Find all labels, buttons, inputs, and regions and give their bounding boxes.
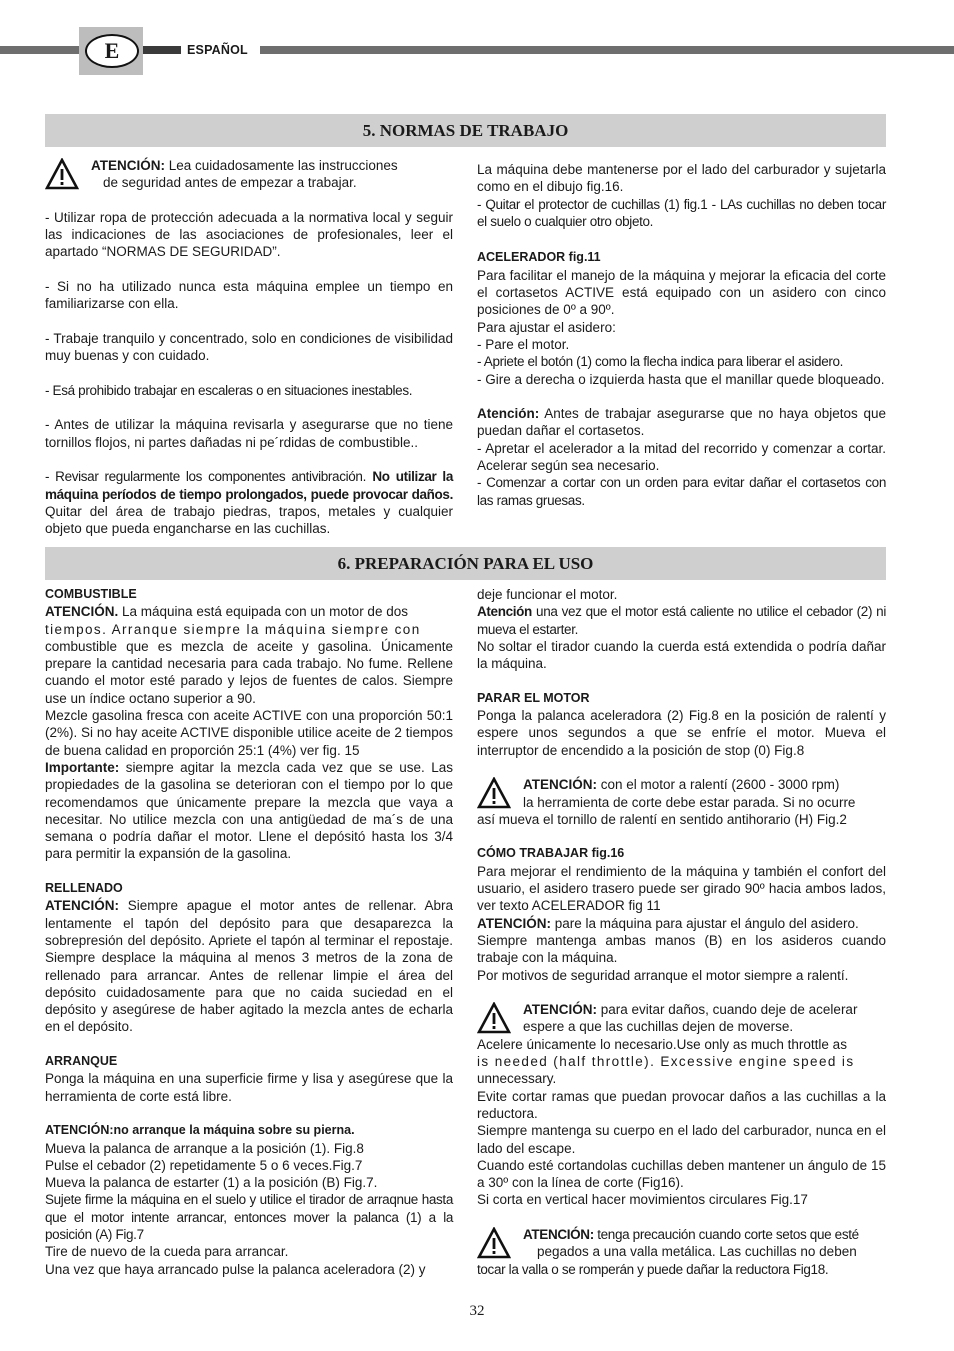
- paragraph: unnecessary.: [477, 1071, 557, 1087]
- subheading: ACELERADOR fig.11: [477, 250, 601, 265]
- language-badge-letter: E: [104, 38, 120, 63]
- paragraph: Tire de nuevo de la cueda para arrancar.: [45, 1244, 289, 1260]
- section-5-left-column: [45, 157, 453, 538]
- paragraph: Para mejorar el rendimiento de la máquina y también el confort del usuario, el asidero trasero puede ser girado 90º hacia ambos lados, ver texto ACELERADOR fig 11: [477, 863, 886, 914]
- header-rule-right: [260, 46, 954, 54]
- paragraph: Si corta en vertical hacer movimientos circulares Fig.17: [477, 1192, 808, 1208]
- paragraph-text: La máquina está equipada con un motor de dos: [122, 604, 408, 620]
- warning-text: con el motor a ralentí (2600 - 3000 rpm): [600, 777, 840, 793]
- paragraph: Siempre mantenga ambas manos (B) en los asideros cuando trabaje con la máquina.: [477, 932, 886, 966]
- attention-label: ATENCIÓN:: [477, 915, 551, 931]
- paragraph: - Comenzar a cortar con un orden para evitar dañar el cortasetos con las ramas gruesas.: [477, 475, 886, 508]
- paragraph: Mueva la palanca de arranque a la posición (1). Fig.8: [45, 1140, 364, 1156]
- warning-text: Lea cuidadosamente las instrucciones: [168, 158, 398, 173]
- paragraph-text: una vez que el motor está caliente no utilice el cebador (2) ni mueva el estarter.: [477, 604, 886, 637]
- important-label: Importante:: [45, 759, 120, 775]
- subheading: ARRANQUE: [45, 1054, 118, 1069]
- paragraph: - Apriete el botón (1) como la flecha indica para liberar el asidero.: [477, 354, 844, 370]
- subheading: PARAR EL MOTOR: [477, 690, 590, 705]
- paragraph: [45, 759, 453, 863]
- attention-label: Atención: [477, 604, 532, 620]
- paragraph-text: - Revisar regularmente los componentes antivibración.: [45, 469, 366, 485]
- warning-text-cont: de seguridad antes de empezar a trabajar.: [103, 175, 357, 191]
- paragraph: [477, 915, 886, 932]
- language-label: ESPAÑOL: [187, 43, 248, 57]
- warning-line: [477, 1226, 886, 1243]
- paragraph: - Apretar el acelerador a la mitad del recorrido y comenzar a cortar. Acelerar según sea necesario.: [477, 440, 886, 474]
- warning-triangle-icon: [477, 1002, 511, 1034]
- warning-label: ATENCIÓN:: [523, 777, 597, 793]
- warning-text-cont: así mueva el tornillo de ralentí en sentido antihorario (H) Fig.2: [477, 811, 847, 827]
- paragraph: - Si no ha utilizado nunca esta máquina emplee un tiempo en familiarizarse con ella.: [45, 279, 453, 312]
- warning-triangle-icon: [477, 777, 511, 809]
- attention-label: ATENCIÓN.: [45, 604, 119, 620]
- paragraph: Para facilitar el manejo de la máquina y mejorar la eficacia del corte el cortasetos ACTIVE está equipado con un asidero con cinco posiciones de 0º a 90º.: [477, 267, 886, 318]
- paragraph: Pulse el cebador (2) repetidamente 5 o 6 veces.Fig.7: [45, 1157, 363, 1173]
- language-badge: [85, 34, 139, 68]
- paragraph: is needed (half throttle). Excessive engine speed is: [477, 1054, 855, 1070]
- paragraph: Por motivos de seguridad arranque el motor siempre a ralentí.: [477, 967, 849, 983]
- paragraph: - Esá prohibido trabajar en escaleras o en situaciones inestables.: [45, 382, 413, 398]
- bold-text: No utilizar la máquina períodos de tiempo prolongados, puede provocar daños.: [45, 469, 453, 502]
- paragraph-text: siempre agitar la mezcla cada vez que se use. Las propiedades de la gasolina se deterioran con el tiempo por lo que recomendamos que únicamente prepare la mezcla que vaya a necesitar. No utilice mezcla con una antigüedad de ma´s de una semana o podría dañar el motor. Llene el depósitó hasta los 3/4 para permitir la expansión de la gasolina.: [45, 759, 453, 862]
- paragraph: Mezcle gasolina fresca con aceite ACTIVE con una proporción 50:1 (2%). Si no hay aceite ACTIVE disponible utilice aceite de 2 tiempos de buena calidad en proporción 25:1 (4%) ver fig. 15: [45, 708, 453, 758]
- paragraph: [45, 468, 453, 537]
- warning-line: ATENCIÓN:no arranque la máquina sobre su pierna.: [45, 1123, 355, 1138]
- section-5-right-column: [477, 161, 886, 509]
- warning-text-cont: espere a que las cuchillas dejen de moverse.: [523, 1019, 794, 1035]
- paragraph-text: pare la máquina para ajustar el ángulo del asidero.: [554, 915, 859, 931]
- paragraph: - Pare el motor.: [477, 336, 570, 352]
- page-number: 32: [469, 1303, 485, 1319]
- warning-block: [477, 776, 886, 828]
- subheading: CÓMO TRABAJAR fig.16: [477, 846, 625, 861]
- paragraph: Ponga la palanca aceleradora (2) Fig.8 en la posición de ralentí y espere unos segundos a que se enfríe el motor. Mueva el interruptor de encendido a la posición de stop (0) Fig.8: [477, 708, 886, 758]
- warning-text-cont: la herramienta de corte debe estar parada. Si no ocurre: [523, 794, 856, 810]
- paragraph: - Quitar el protector de cuchillas (1) fig.1 - LAs cuchillas no deben tocar el suelo o cualquier otro objeto.: [477, 196, 886, 229]
- paragraph: No soltar el tirador cuando la cuerda está extendida o podría dañar la máquina.: [477, 638, 886, 672]
- warning-text-cont: tocar la valla o se romperán y puede dañar la reductora Fig18.: [477, 1261, 829, 1277]
- paragraph: deje funcionar el motor.: [477, 587, 618, 602]
- section-6-heading: 6. PREPARACIÓN PARA EL USO: [45, 547, 886, 580]
- paragraph: - Utilizar ropa de protección adecuada a la normativa local y seguir las indicaciones de las asociaciones de profesionales, leer el apartado “NORMAS DE SEGURIDAD”.: [45, 209, 453, 260]
- paragraph: - Gire a derecha o izquierda hasta que el manillar quede bloqueado.: [477, 371, 885, 387]
- warning-label: ATENCIÓN:: [523, 1002, 597, 1018]
- header-rule-left: [0, 46, 80, 54]
- paragraph: La máquina debe mantenerse por el lado del carburador y sujetarla como en el dibujo fig.16.: [477, 162, 886, 195]
- warning-block: [45, 157, 453, 192]
- section-5-heading: 5. NORMAS DE TRABAJO: [45, 114, 886, 147]
- warning-line: [477, 776, 886, 793]
- warning-text-cont: pegados a una valla metálica. Las cuchillas no deben: [537, 1244, 857, 1260]
- attention-label: ATENCIÓN:: [45, 898, 119, 914]
- paragraph-text: Antes de trabajar asegurarse que no haya objetos que puedan dañar el cortasetos.: [477, 406, 886, 439]
- warning-label: ATENCIÓN:: [523, 1226, 594, 1242]
- paragraph: Una vez que haya arrancado pulse la palanca aceleradora (2) y: [45, 1261, 426, 1277]
- warning-label: ATENCIÓN:: [91, 158, 165, 173]
- paragraph-text: Quitar del área de trabajo piedras, trapos, metales y cualquier objeto que pueda engancharse en las cuchillas.: [45, 503, 453, 537]
- paragraph: tiempos. Arranque siempre la máquina siempre con: [45, 621, 421, 637]
- paragraph-text: Siempre apague el motor antes de rellenar. Abra lentamente el tapón del depósito para que desaparezca la sobrepresión del depósito. Apriete el tapón al terminar el repostaje. Siempre desplace la máquina al menos 3 metros de la zona de rellenado para arrancar. Antes de rellenar limpie el área del depósito cuidadosamente para que no caida suciedad en el depósito y asegúrese de haber agitado la mezcla antes de echarla en el depósito.: [45, 898, 453, 1035]
- paragraph: [45, 603, 453, 620]
- paragraph: Cuando esté cortandolas cuchillas deben mantener un ángulo de 15 a 30º con la línea de corte (Fig16).: [477, 1157, 886, 1191]
- warning-text: tenga precaución cuando corte setos que esté: [597, 1226, 859, 1242]
- section-6-left-column: [45, 586, 453, 1278]
- paragraph: - Antes de utilizar la máquina revisarla y asegurarse que no tiene tornillos flojos, ni partes dañadas ni pe´rdidas de combustible..: [45, 417, 453, 450]
- paragraph: [45, 897, 453, 1035]
- paragraph: Para ajustar el asidero:: [477, 319, 616, 335]
- warning-triangle-icon: [45, 158, 79, 190]
- warning-line: [477, 1001, 886, 1018]
- paragraph: Sujete firme la máquina en el suelo y utilice el tirador de arraqnue hasta que el motor intente arrancar, entonces mover la palanca (1) a la posición (A) Fig.7: [45, 1192, 453, 1242]
- attention-label: Atención:: [477, 406, 540, 422]
- section-6-right-column: [477, 586, 886, 1278]
- subheading: COMBUSTIBLE: [45, 587, 137, 601]
- paragraph: [477, 603, 886, 638]
- subheading: RELLENADO: [45, 881, 123, 896]
- warning-block: [477, 1226, 886, 1278]
- paragraph: Acelere únicamente lo necesario.Use only as much throttle as: [477, 1036, 847, 1052]
- header-rule-dark: [143, 46, 181, 54]
- paragraph: Ponga la máquina en una superficie firme y lisa y asegúrese que la herramienta de corte está libre.: [45, 1071, 453, 1104]
- paragraph: Siempre mantenga su cuerpo en el lado del carburador, nunca en el lado del escape.: [477, 1123, 886, 1156]
- paragraph: - Trabaje tranquilo y concentrado, solo en condiciones de visibilidad muy buenas y con cuidado.: [45, 330, 453, 364]
- paragraph: combustible que es mezcla de aceite y gasolina. Únicamente prepare la cantidad necesaria para cada trabajo. No fume. Rellene cuando el motor esté parado y lejos de fuentes de calos. Siempre use un índice octano superior a 90.: [45, 638, 453, 706]
- paragraph: Evite cortar ramas que puedan provocar daños a las cuchillas a la reductora.: [477, 1088, 886, 1121]
- warning-triangle-icon: [477, 1227, 511, 1259]
- paragraph: [477, 405, 886, 440]
- warning-block: [477, 1001, 886, 1036]
- paragraph: Mueva la palanca de estarter (1) a la posición (B) Fig.7.: [45, 1175, 378, 1191]
- warning-text: para evitar daños, cuando deje de acelerar: [600, 1002, 858, 1018]
